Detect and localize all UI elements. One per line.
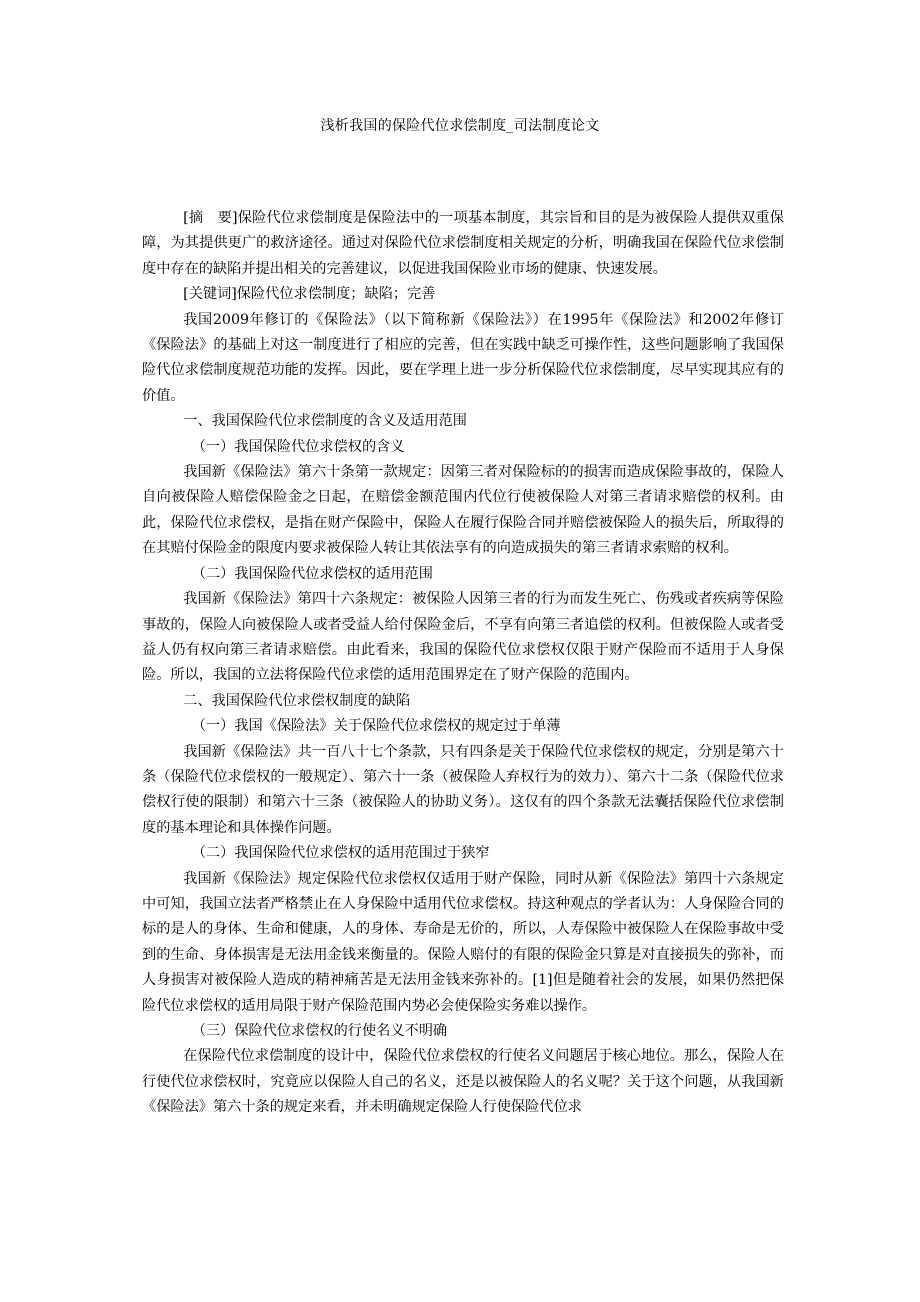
abstract-paragraph: [摘 要]保险代位求偿制度是保险法中的一项基本制度，其宗旨和目的是为被保险人提供双重保障，为其提供更广的救济途径。通过对保险代位求偿制度相关规定的分析，明确我国在保险代位求偿制度中存在的缺陷并提出相关的完善建议，以促进我国保险业市场的健康、快速发展。 [142, 210, 784, 277]
body-paragraph: 我国新《保险法》规定保险代位求偿权仅适用于财产保险，同时从新《保险法》第四十六条规定中可知，我国立法者严格禁止在人身保险中适用代位求偿权。持这种观点的学者认为：人身保险合同的标的是人的身体、生命和健康，人的身体、寿命是无价的，所以，人寿保险中被保险人在保险事故中受到的生命、身体损害是无法用金钱来衡量的。保险人赔付的有限的保险金只算是对直接损失的弥补，而人身损害对被保险人造成的精神痛苦是无法用金钱来弥补的。[1]但是随着社会的发展，如果仍然把保险代位求偿权的适用局限于财产保险范围内势必会使保险实务难以操作。 [142, 870, 784, 1014]
subsection-heading-2-1: （一）我国《保险法》关于保险代位求偿权的规定过于单薄 [191, 718, 561, 735]
document-body [142, 206, 784, 1121]
body-paragraph: 在保险代位求偿制度的设计中，保险代位求偿权的行使名义问题居于核心地位。那么，保险人在行使代位求偿权时，究竟应以保险人自己的名义，还是以被保险人的名义呢？关于这个问题，从我国新《保险法》第六十条的规定来看，并未明确规定保险人行使保险代位求 [142, 1048, 784, 1116]
intro-paragraph: 我国2009年修订的《保险法》（以下简称新《保险法》）在1995年《保险法》和2002年修订《保险法》的基础上对这一制度进行了相应的完善，但在实践中缺乏可操作性，这些问题影响了我国保险代位求偿制度规范功能的发挥。因此，要在学理上进一步分析保险代位求偿制度，尽早实现其应有的价值。 [142, 311, 784, 404]
subsection-heading-2-3: （三）保险代位求偿权的行使名义不明确 [191, 1023, 448, 1039]
keywords-paragraph: [关键词]保险代位求偿制度；缺陷；完善 [183, 286, 436, 303]
subsection-heading-2-2: （二）我国保险代位求偿权的适用范围过于狭窄 [191, 845, 490, 862]
document-title: 浅析我国的保险代位求偿制度_司法制度论文 [320, 118, 600, 134]
body-paragraph: 我国新《保险法》共一百八十七个条款，只有四条是关于保险代位求偿权的规定，分别是第六十条（保险代位求偿权的一般规定）、第六十一条（被保险人弃权行为的效力）、第六十二条（保险代位求偿权行使的限制）和第六十三条（被保险人的协助义务）。这仅有的四个条款无法囊括保险代位求偿制度的基本理论和具体操作问题。 [142, 743, 784, 836]
body-paragraph: 我国新《保险法》第六十条第一款规定：因第三者对保险标的的损害而造成保险事故的，保险人自向被保险人赔偿保险金之日起，在赔偿金额范围内代位行使被保险人对第三者请求赔偿的权利。由此，保险代位求偿权，是指在财产保险中，保险人在履行保险合同并赔偿被保险人的损失后，所取得的在其赔付保险金的限度内要求被保险人转让其依法享有的向造成损失的第三者请求索赔的权利。 [142, 464, 784, 557]
section-heading-2: 二、我国保险代位求偿权制度的缺陷 [183, 692, 411, 709]
subsection-heading-1-1: （一）我国保险代位求偿权的含义 [191, 438, 405, 455]
subsection-heading-1-2: （二）我国保险代位求偿权的适用范围 [191, 565, 433, 582]
section-heading-1: 一、我国保险代位求偿制度的含义及适用范围 [183, 413, 467, 430]
body-paragraph: 我国新《保险法》第四十六条规定：被保险人因第三者的行为而发生死亡、伤残或者疾病等保险事故的，保险人向被保险人或者受益人给付保险金后，不享有向第三者追偿的权利。但被保险人或者受益人仍有权向第三者请求赔偿。由此看来，我国的保险代位求偿权仅限于财产保险而不适用于人身保险。所以，我国的立法将保险代位求偿的适用范围界定在了财产保险的范围内。 [142, 591, 784, 684]
